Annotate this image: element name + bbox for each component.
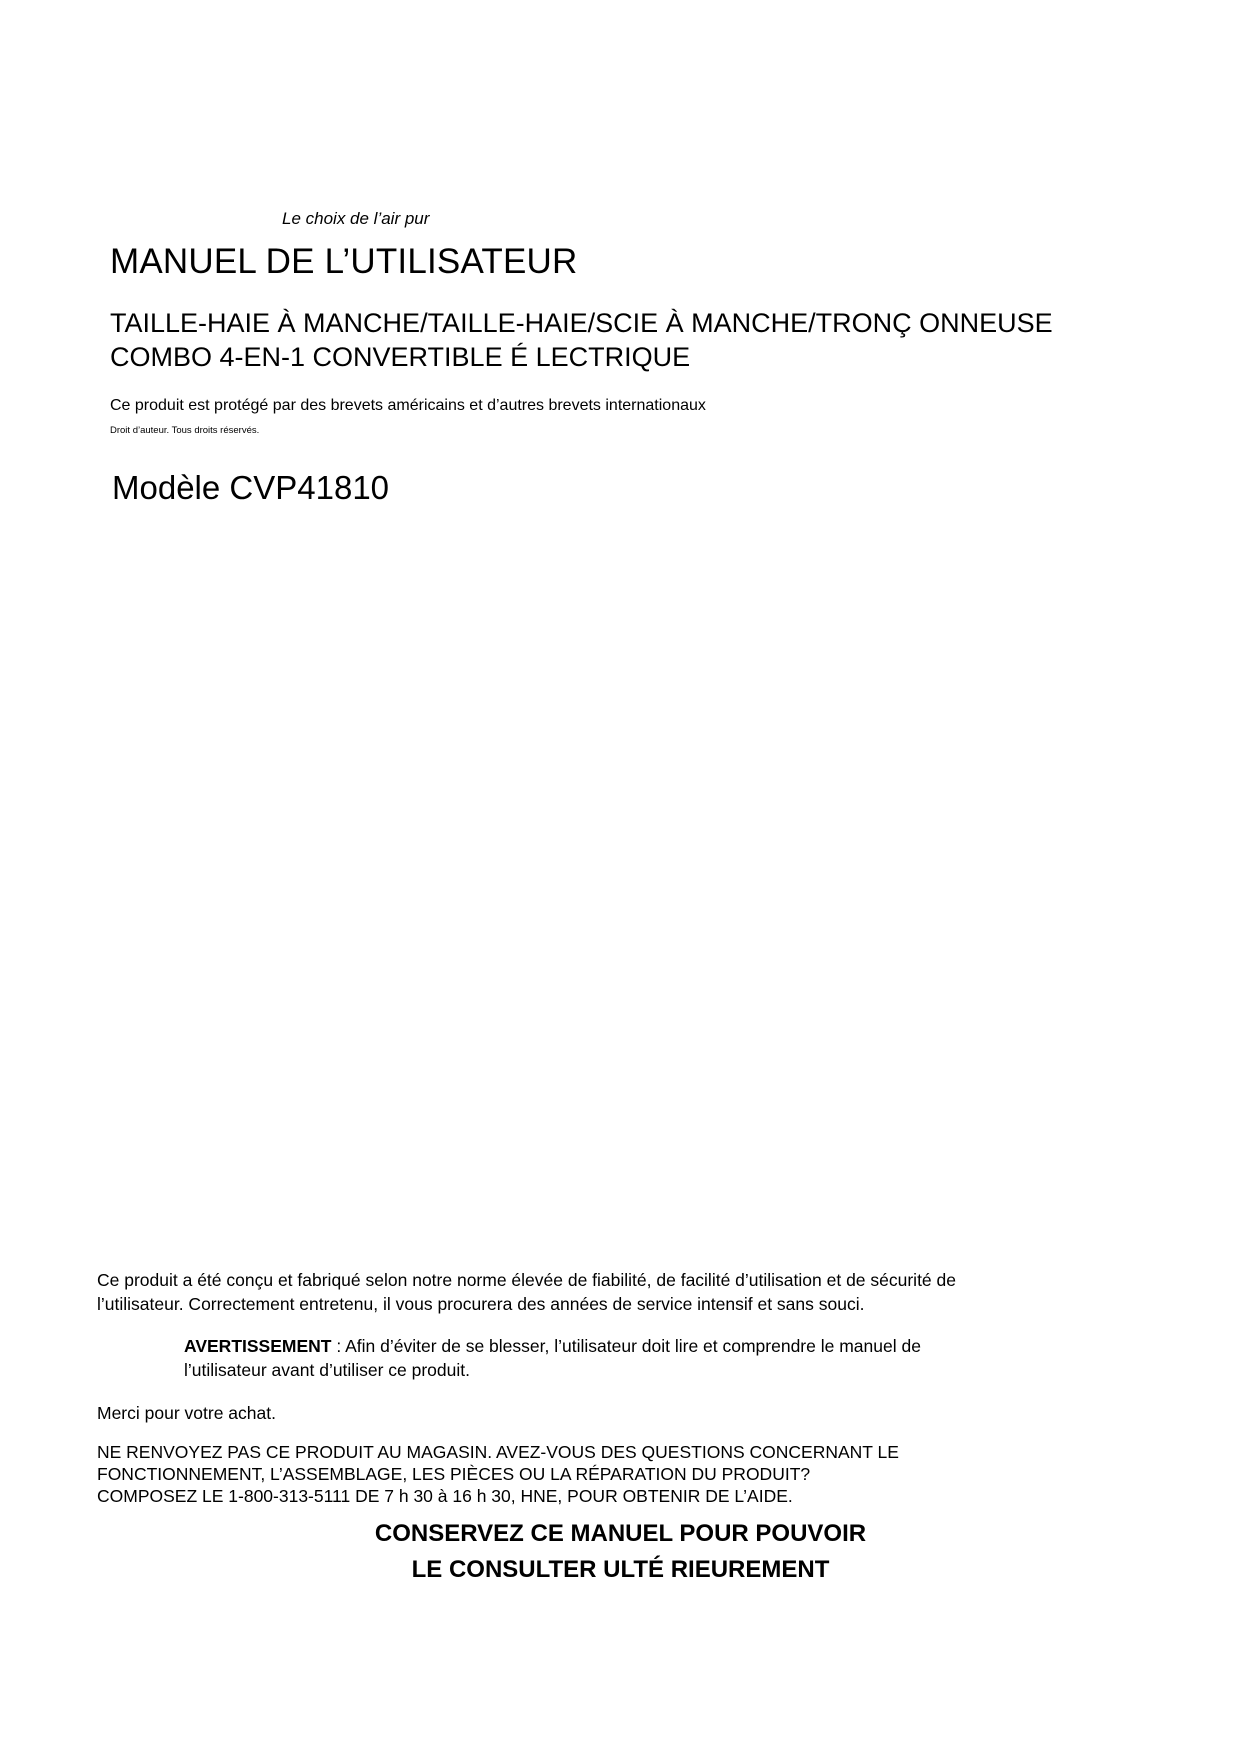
keep-line-2: LE CONSULTER ULTÉ RIEUREMENT: [411, 1556, 830, 1583]
warning-text: : Afin d’éviter de se blesser, l’utilisateur doit lire et comprendre le manuel de: [331, 1336, 921, 1356]
model-number: Modèle CVP41810: [112, 469, 390, 506]
product-title-line-1: TAILLE-HAIE À MANCHE/TAILLE-HAIE/SCIE À MANCHE/TRONÇ ONNEUSE: [110, 308, 1053, 338]
warning-line-2: l’utilisateur avant d’utiliser ce produit.: [184, 1360, 470, 1380]
product-title-line-2: COMBO 4-EN-1 CONVERTIBLE É LECTRIQUE: [110, 342, 691, 372]
brand-tagline: Le choix de l’air pur: [282, 209, 430, 228]
copyright-notice: Droit d’auteur. Tous droits réservés.: [110, 425, 260, 436]
warning-label: AVERTISSEMENT: [184, 1336, 332, 1356]
manual-title: MANUEL DE L’UTILISATEUR: [110, 242, 578, 281]
notice-line-2: FONCTIONNEMENT, L’ASSEMBLAGE, LES PIÈCES OU LA RÉPARATION DU PRODUIT?: [97, 1464, 811, 1484]
keep-line-1: CONSERVEZ CE MANUEL POUR POUVOIR: [374, 1520, 867, 1547]
intro-paragraph: [97, 1268, 1127, 1316]
thanks-text: Merci pour votre achat.: [97, 1403, 276, 1423]
notice-line-1: NE RENVOYEZ PAS CE PRODUIT AU MAGASIN. AVEZ-VOUS DES QUESTIONS CONCERNANT LE: [97, 1442, 899, 1462]
intro-line-2: l’utilisateur. Correctement entretenu, il vous procurera des années de service intensif et sans souci.: [97, 1294, 865, 1314]
warning-line-1: [184, 1334, 1084, 1358]
support-notice: [97, 1441, 899, 1507]
keep-manual-notice: [0, 1516, 1241, 1588]
warning-block: [184, 1334, 1084, 1382]
intro-line-1: Ce produit a été conçu et fabriqué selon notre norme élevée de fiabilité, de facilité d’utilisation et de sécurité de: [97, 1270, 956, 1290]
patent-notice: Ce produit est protégé par des brevets américains et d’autres brevets internationaux: [110, 397, 706, 414]
notice-line-3: COMPOSEZ LE 1-800-313-5111 DE 7 h 30 à 16 h 30, HNE, POUR OBTENIR DE L’AIDE.: [97, 1486, 793, 1506]
product-title: [110, 306, 1053, 374]
